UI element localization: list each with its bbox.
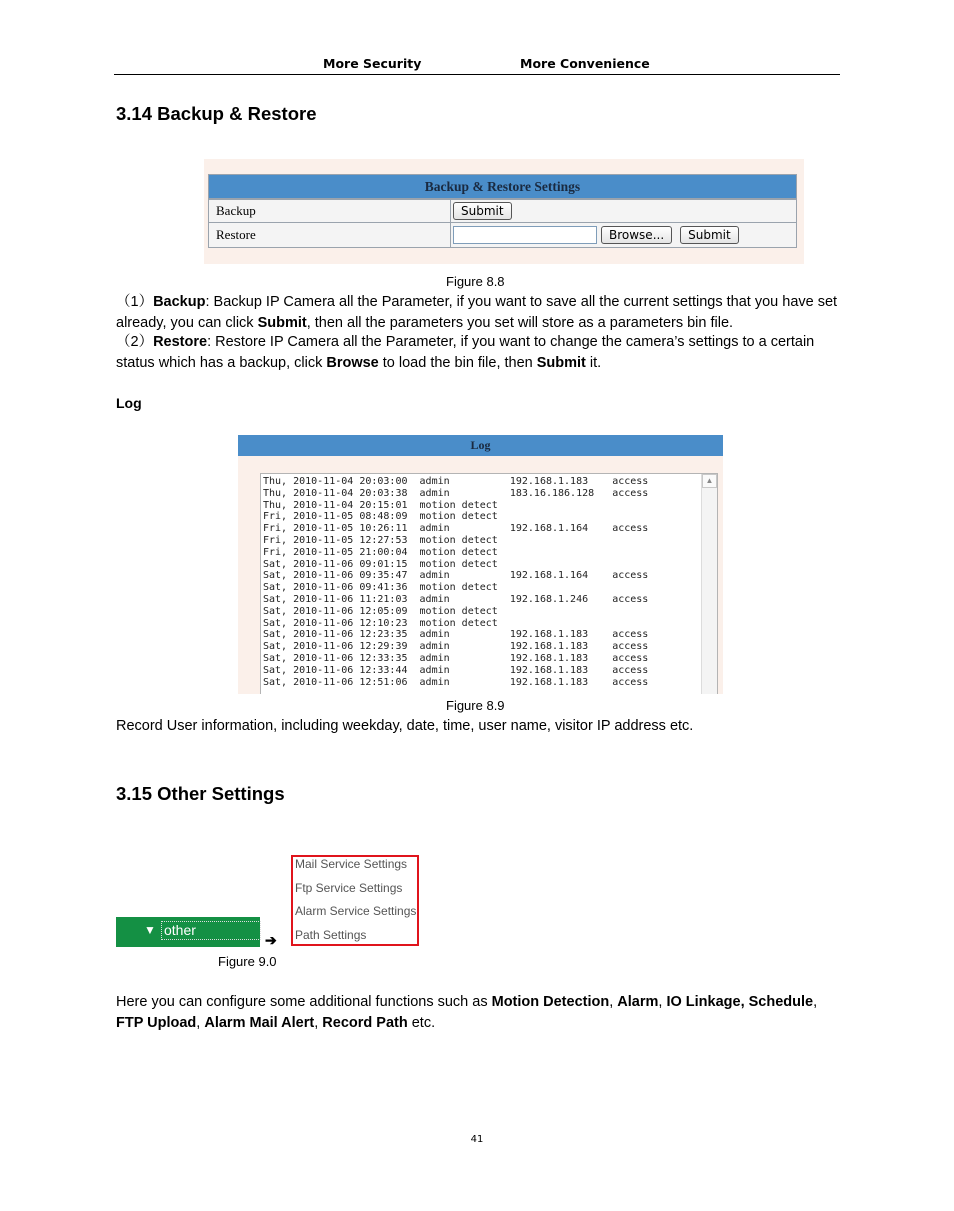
log-entry: Sat, 2010-11-06 12:10:23 motion detect [263, 617, 498, 629]
log-entry: Sat, 2010-11-06 09:35:47 admin 192.168.1.164 access [263, 570, 649, 582]
figure-caption-9-0: Figure 9.0 [218, 954, 277, 969]
menu-item-ftp-service[interactable]: Ftp Service Settings [295, 881, 403, 895]
text: Here you can configure some additional functions such as [116, 994, 492, 1010]
log-textarea[interactable] [260, 473, 718, 694]
text: to load the bin file, then [378, 354, 537, 371]
log-entry: Fri, 2010-11-05 12:27:53 motion detect [263, 534, 498, 546]
paragraph-backup [116, 292, 840, 333]
browse-button[interactable]: Browse... [601, 226, 672, 244]
log-lines [263, 476, 648, 688]
log-panel [238, 435, 723, 694]
log-entry: Sat, 2010-11-06 12:23:35 admin 192.168.1.183 access [263, 629, 649, 641]
item-number: （1） [116, 294, 154, 310]
text: , [314, 1014, 323, 1031]
item-number: （2） [116, 334, 154, 350]
term: Record Path [322, 1014, 408, 1031]
log-entry: Fri, 2010-11-05 21:00:04 motion detect [263, 546, 498, 558]
text: , [658, 994, 667, 1010]
log-entry: Thu, 2010-11-04 20:03:38 admin 183.16.186.128 access [263, 487, 649, 499]
log-entry: Sat, 2010-11-06 09:01:15 motion detect [263, 558, 498, 570]
log-entry: Sat, 2010-11-06 12:33:35 admin 192.168.1.183 access [263, 652, 649, 664]
restore-row [209, 222, 796, 247]
backup-submit-button[interactable]: Submit [453, 202, 512, 220]
arrow-right-icon: ➔ [265, 932, 277, 948]
log-entry: Sat, 2010-11-06 09:41:36 motion detect [263, 582, 498, 594]
triangle-down-icon: ▼ [144, 923, 156, 937]
backup-restore-panel [204, 159, 804, 264]
header-left: More Security [323, 56, 422, 71]
log-entry: Thu, 2010-11-04 20:03:00 admin 192.168.1.183 access [263, 476, 649, 487]
term: Alarm [617, 994, 659, 1010]
log-entry: Sat, 2010-11-06 12:33:44 admin 192.168.1.183 access [263, 664, 649, 676]
backup-row [209, 199, 796, 222]
term: Alarm Mail Alert [204, 1014, 315, 1031]
text: , then all the parameters you set will store as a parameters bin file. [306, 314, 734, 331]
restore-file-input[interactable] [453, 226, 597, 244]
log-panel-title: Log [238, 435, 723, 456]
term: Motion Detection [491, 994, 610, 1010]
other-menu-button[interactable] [116, 917, 260, 947]
term: FTP Upload [116, 1014, 197, 1031]
log-entry: Sat, 2010-11-06 12:29:39 admin 192.168.1.183 access [263, 641, 649, 653]
text: : Restore IP Camera all the Parameter, if you want to change the camera’s settings to a certain status which has a backup, click [116, 334, 815, 371]
text: it. [585, 354, 602, 371]
text: , [609, 994, 618, 1010]
menu-item-mail-service[interactable]: Mail Service Settings [295, 857, 408, 871]
log-entry: Sat, 2010-11-06 12:05:09 motion detect [263, 605, 498, 617]
term-submit: Submit [257, 314, 307, 331]
other-submenu [291, 855, 419, 946]
section-title-backup-restore: 3.14 Backup & Restore [116, 103, 317, 124]
menu-item-alarm-service[interactable]: Alarm Service Settings [295, 904, 417, 918]
term: IO Linkage, Schedule [666, 994, 814, 1010]
log-scrollbar[interactable] [701, 474, 717, 694]
term-backup: Backup [153, 294, 206, 310]
section-title-other-settings: 3.15 Other Settings [116, 783, 285, 804]
panel-title: Backup & Restore Settings [209, 175, 796, 199]
text: etc. [407, 1014, 436, 1031]
log-entry: Fri, 2010-11-05 08:48:09 motion detect [263, 511, 498, 523]
text: , [196, 1014, 205, 1031]
log-entry: Thu, 2010-11-04 20:15:01 motion detect [263, 499, 498, 511]
log-description: Record User information, including weekday, date, time, user name, visitor IP address etc. [116, 718, 694, 734]
backup-restore-table [208, 174, 797, 248]
log-entry: Sat, 2010-11-06 11:21:03 admin 192.168.1.246 access [263, 593, 649, 605]
text: , [813, 994, 818, 1010]
text: : Backup IP Camera all the Parameter, if you want to save all the current settings that you have set already, you can click [116, 294, 838, 331]
restore-submit-button[interactable]: Submit [680, 226, 739, 244]
scroll-up-icon[interactable]: ▲ [702, 474, 717, 488]
header-right: More Convenience [520, 56, 650, 71]
page-number: 41 [470, 1134, 484, 1145]
paragraph-restore [116, 332, 840, 373]
log-heading: Log [116, 395, 142, 411]
term-browse: Browse [326, 354, 379, 371]
restore-label: Restore [209, 223, 451, 247]
header-rule [114, 74, 840, 75]
menu-item-path-settings[interactable]: Path Settings [295, 928, 367, 942]
other-menu-label: other [161, 921, 261, 940]
term-submit: Submit [536, 354, 586, 371]
log-entry: Fri, 2010-11-05 10:26:11 admin 192.168.1.164 access [263, 523, 649, 535]
backup-label: Backup [209, 200, 451, 222]
term-restore: Restore [153, 334, 208, 350]
figure-caption-8-8: Figure 8.8 [446, 274, 505, 289]
other-settings-description [116, 992, 840, 1033]
log-entry: Sat, 2010-11-06 12:51:06 admin 192.168.1.183 access [263, 676, 649, 688]
figure-caption-8-9: Figure 8.9 [446, 698, 505, 713]
